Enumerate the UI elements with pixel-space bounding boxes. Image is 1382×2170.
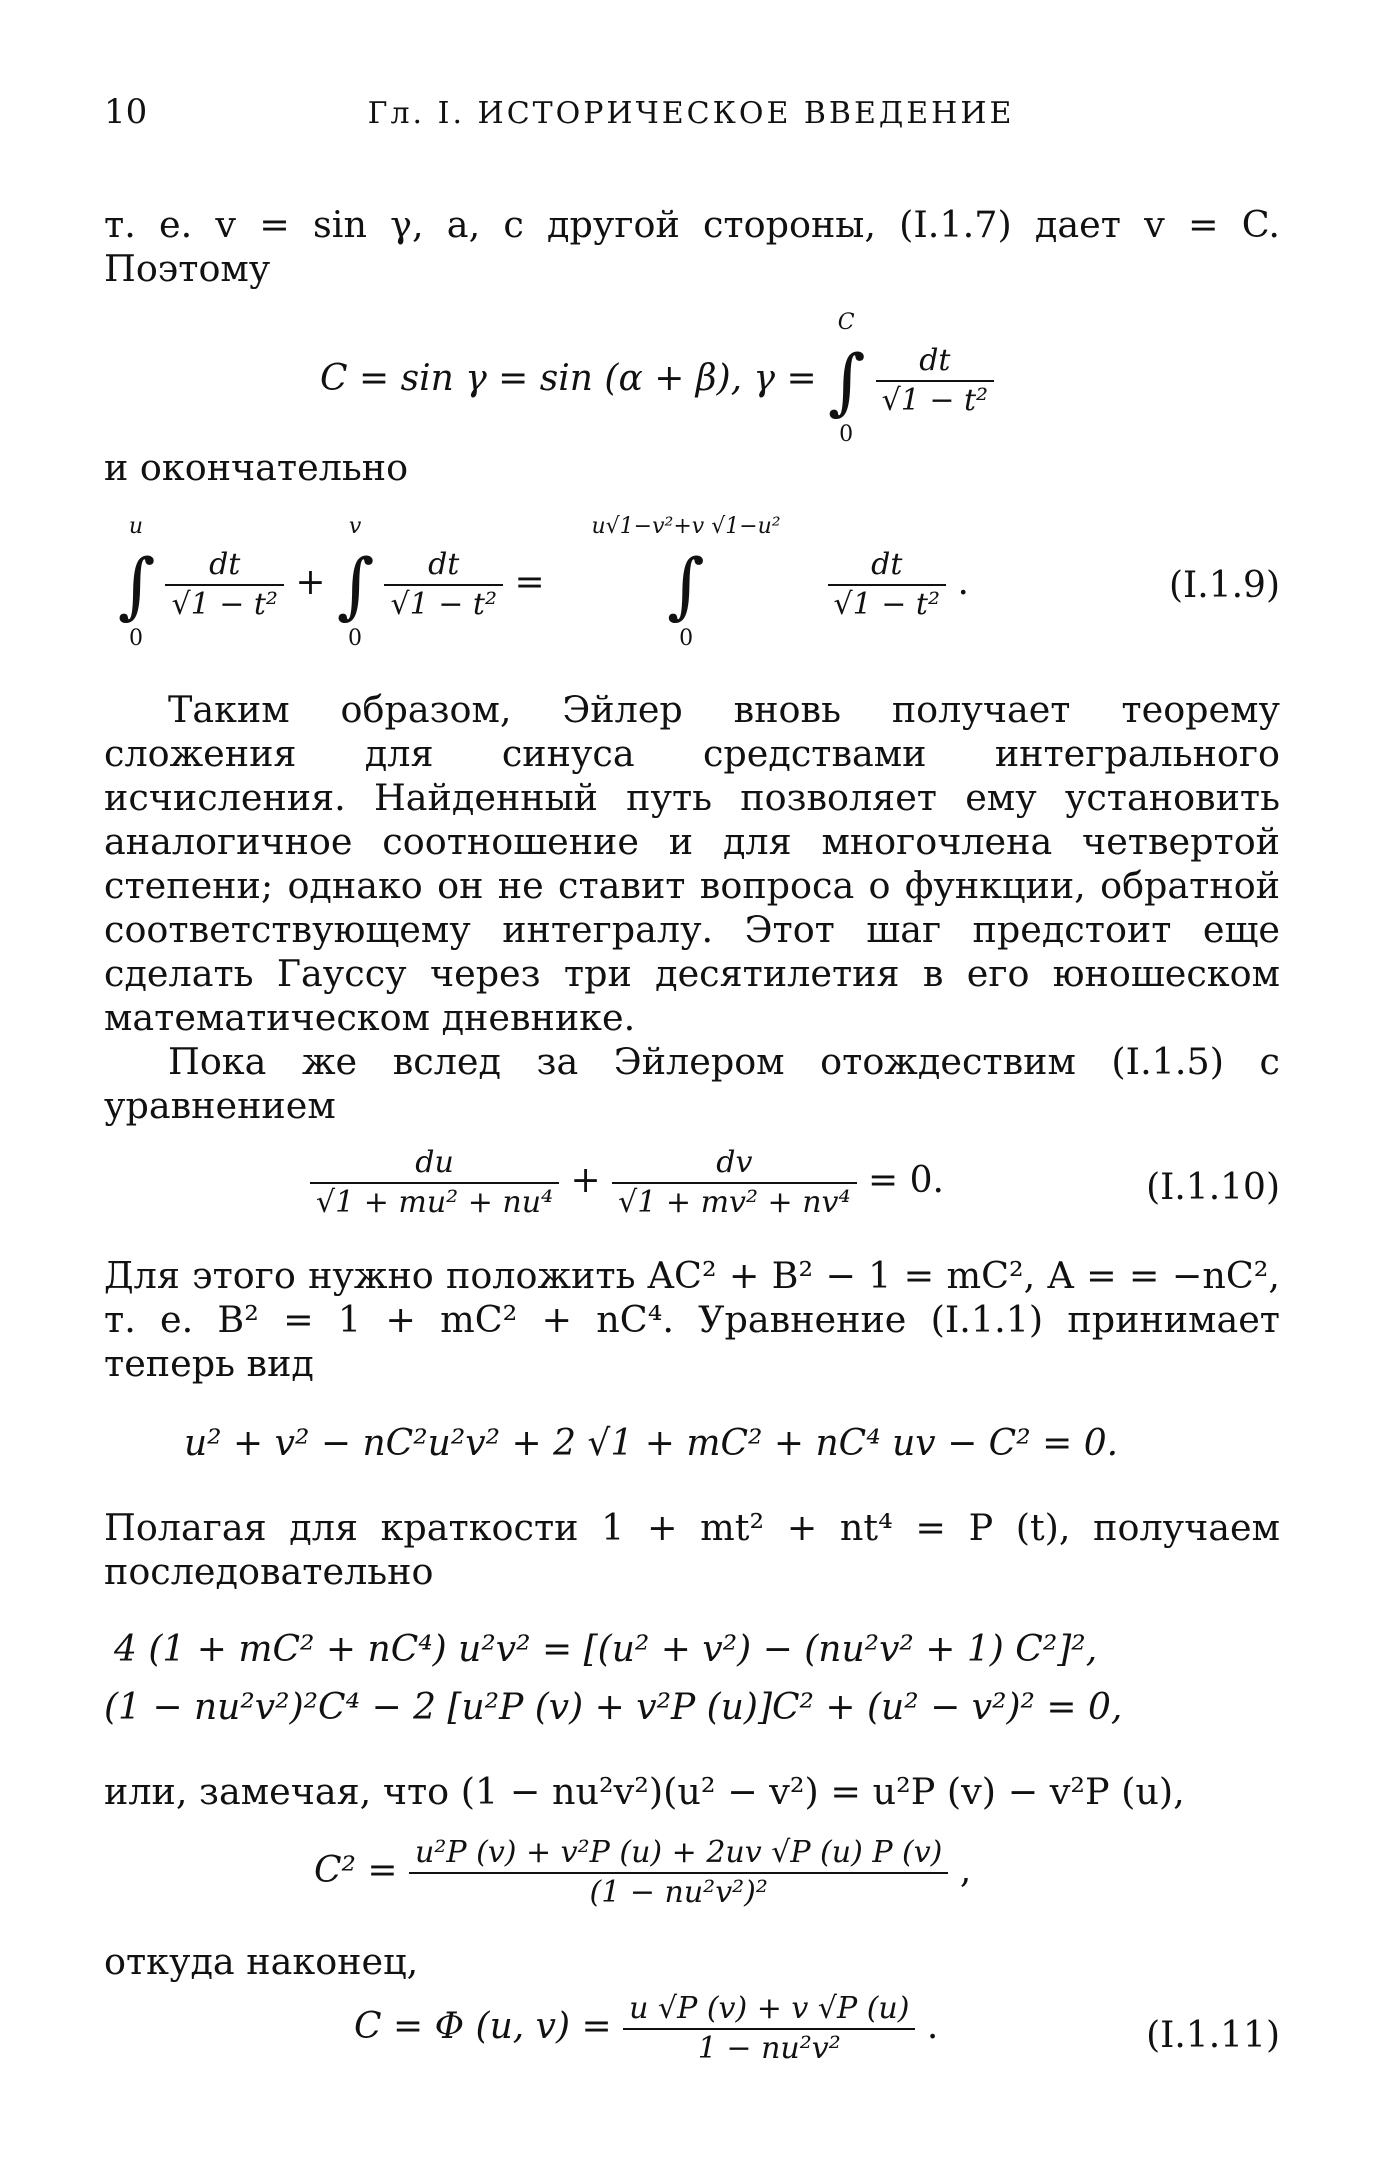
paragraph-6: Полагая для краткости 1 + mt² + nt⁴ = P (t), получаем последовательно [104,1506,1280,1593]
formula-I-1-11: C = Φ (u, v) = $\frac{u √P (v) + v √P (u)}{\text{1 − nu²v²}}$ . (I.1.11) [354,1991,1280,2066]
fraction: $\frac{dt}{\text{√1 − t²}}$ [384,546,503,624]
running-title: Гл. I. ИСТОРИЧЕСКОЕ ВВЕДЕНИЕ [367,96,1015,131]
paragraph-8: откуда наконец, [104,1940,419,1983]
plus-sign: + [295,562,326,603]
formula-C-squared: C² = $\frac{\text{u²P (v) + v²P (u) + 2uv √P (u) P (v)}}{\text{(1 − nu²v²)²}}$ , [314,1835,972,1910]
paragraph-7: или, замечая, что (1 − nu²v²)(u² − v²) = u²P (v) − v²P (u), [104,1770,1185,1813]
paragraph-1: т. е. v = sin γ, а, с другой стороны, (I.1.7) дает v = C. Поэтому [104,203,1280,290]
integral-sign: ∫ u 0 [118,514,156,651]
fraction: $\frac{du}{\text{√1 + mu² + nu⁴}}$ [310,1144,559,1222]
fraction: $\frac{dt}{\text{√1 − t²}}$ [165,546,284,624]
page-number: 10 [104,92,148,132]
equation-number: (I.1.10) [1146,1167,1280,1208]
paragraph-5: Для этого нужно положить AC² + B² − 1 = mC², A = = −nC², т. е. B² = 1 + mC² + nC⁴. Уравнение (I.1.1) принимает теперь вид [104,1254,1280,1385]
formula-line-1: 4 (1 + mC² + nC⁴) u²v² = [(u² + v²) − (nu²v² + 1) C²]², [114,1629,1098,1670]
integral-sign: ∫ C 0 [828,310,866,447]
formula-line-2: (1 − nu²v²)²C⁴ − 2 [u²P (v) + v²P (u)]C² + (u² − v²)² = 0, [104,1687,1123,1728]
formula-lhs: C = sin γ = sin (α + β), γ = [320,358,817,399]
page-header [104,92,1278,142]
paragraph-3: Таким образом, Эйлер вновь получает теорему сложения для синуса средствами интегрального исчисления. Найденный путь позволяет ему установить аналогичное соотношение и для многочлена четвертой степени; однако он не ставит вопроса о функции, обратной соответствующему интегралу. Этот шаг предстоит еще сделать Гауссу через три десятилетия в его юношеском математическом дневнике. [104,688,1280,1039]
formula-I-1-10: $\frac{du}{\text{√1 + mu² + nu⁴}}$ + $\frac{dv}{\text{√1 + mv² + nv⁴}}$ = 0. (I.1.10) [104,1140,1280,1240]
integral-sign: ∫ u√1−v²+v √1−u² 0 [591,514,781,651]
integral-sign: ∫ v 0 [337,514,375,651]
fraction: $\frac{\text{u²P (v) + v²P (u) + 2uv √P (u) P (v)}}{\text{(1 − nu²v²)²}}$ [409,1834,948,1912]
formula-quadratic: u² + v² − nC²u²v² + 2 √1 + mC² + nC⁴ uv − C² = 0. [184,1423,1119,1464]
formula-expansion [104,1626,1280,1746]
fraction: $\frac{dv}{\text{√1 + mv² + nv⁴}}$ [612,1144,856,1222]
formula-sin-gamma [104,300,1280,447]
equals-sign: = [514,562,545,603]
paragraph-4: Пока же вслед за Эйлером отождествим (I.1.5) с уравнением [104,1040,1280,1127]
formula-I-1-9: ∫ u 0 $\frac{dt}{\text{√1 − t²}}$ + ∫ v 0 $\frac{dt}{\text{√1 − t²}}$ = ∫ u√1−v²+v √1−u² 0 $\frac{dt}{\text{√1 − t²}}$ . (I.1.9) [118,514,1280,651]
paragraph-2: и окончательно [104,446,409,489]
fraction: $\frac{u √P (v) + v √P (u)}{\text{1 − nu²v²}}$ [623,1990,915,2068]
equation-number: (I.1.11) [1146,2015,1280,2056]
fraction: $\frac{dt}{\text{√1 − t²}}$ [876,342,995,420]
equation-number: (I.1.9) [1168,565,1280,606]
plus-sign: + [570,1160,601,1201]
fraction: $\frac{dt}{\text{√1 − t²}}$ [828,546,947,624]
